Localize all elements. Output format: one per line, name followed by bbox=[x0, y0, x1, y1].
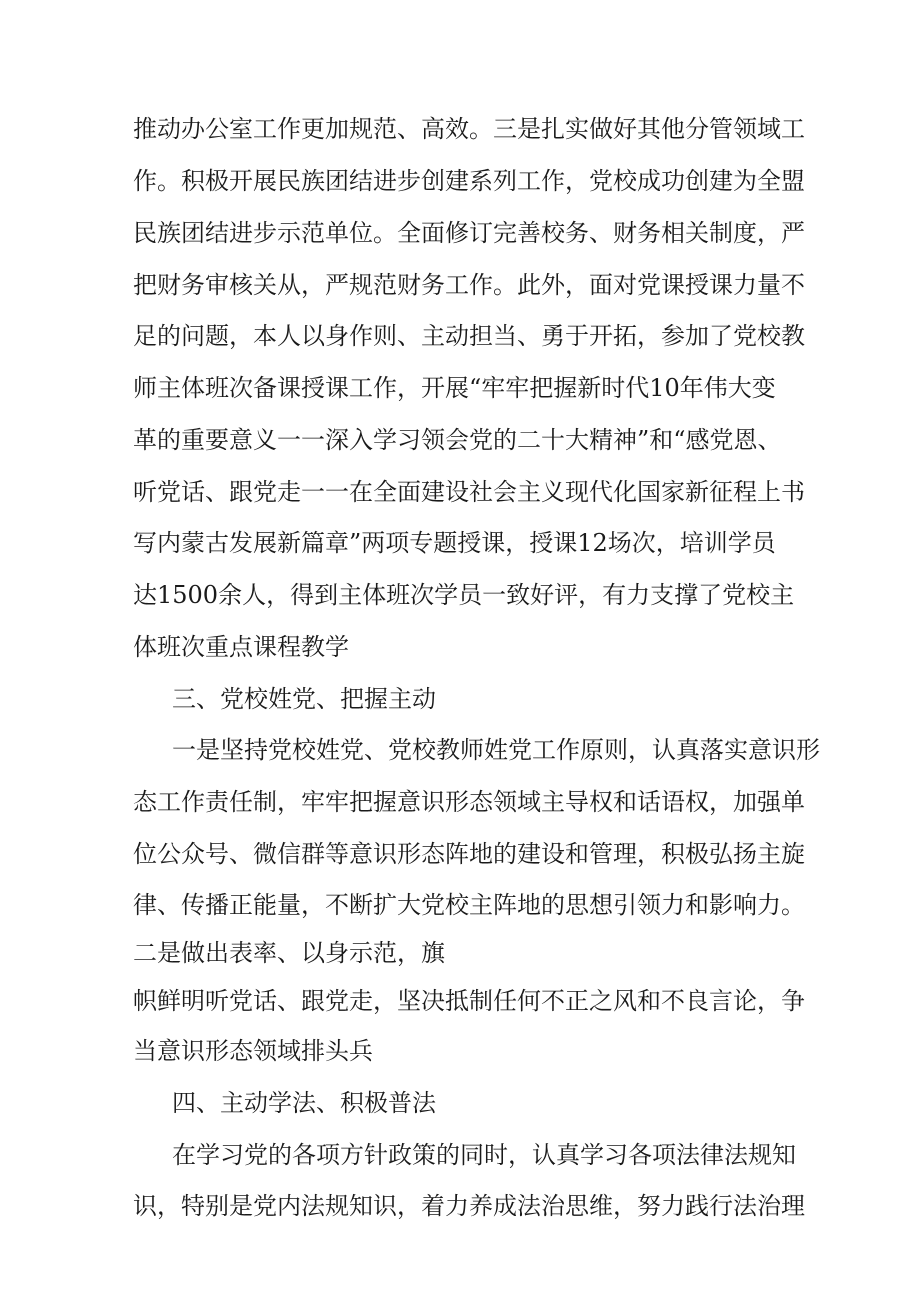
text-line: 律、传播正能量，不断扩大党校主阵地的思想引领力和影响力。 bbox=[133, 891, 805, 919]
text-line: 作。积极开展民族团结进步创建系列工作，党校成功创建为全盟 bbox=[133, 167, 805, 195]
text-line: 听党话、跟党走一一在全面建设社会主义现代化国家新征程上书 bbox=[133, 478, 805, 506]
text-line: 革的重要意义一一深入学习领会党的二十大精神”和“感党恩、 bbox=[133, 426, 782, 454]
text-line: 写内蒙古发展新篇章”两项专题授课，授课12场次，培训学员 bbox=[133, 529, 776, 557]
text-line: 识，特别是党内法规知识，着力养成法治思维，努力践行法治理 bbox=[133, 1192, 805, 1220]
text-line: 民族团结进步示范单位。全面修订完善校务、财务相关制度，严 bbox=[133, 219, 805, 247]
text-line: 把财务审核关从，严规范财务工作。此外，面对党课授课力量不 bbox=[133, 271, 805, 299]
text-line: 态工作责任制，牢牢把握意识形态领域主导权和话语权，加强单 bbox=[133, 788, 805, 816]
section-heading: 三、党校姓党、把握主动 bbox=[172, 685, 436, 713]
section-heading: 四、主动学法、积极普法 bbox=[172, 1089, 436, 1117]
text-line: 帜鲜明听党话、跟党走，坚决抵制任何不正之风和不良言论，争 bbox=[133, 987, 805, 1015]
text-line: 足的问题，本人以身作则、主动担当、勇于开拓，参加了党校教 bbox=[133, 322, 805, 350]
text-line: 师主体班次备课授课工作，开展“牢牢把握新时代10年伟大变 bbox=[133, 374, 776, 402]
text-line: 达1500余人，得到主体班次学员一致好评，有力支撑了党校主 bbox=[133, 581, 795, 609]
text-line: 体班次重点课程教学 bbox=[133, 633, 349, 661]
text-line: 推动办公室工作更加规范、高效。三是扎实做好其他分管领域工 bbox=[133, 115, 805, 143]
text-line: 二是做出表率、以身示范，旗 bbox=[133, 939, 445, 967]
text-line: 一是坚持党校姓党、党校教师姓党工作原则，认真落实意识形 bbox=[172, 736, 820, 764]
text-line: 当意识形态领域排头兵 bbox=[133, 1037, 373, 1065]
text-line: 在学习党的各项方针政策的同时，认真学习各项法律法规知 bbox=[172, 1141, 796, 1169]
text-line: 位公众号、微信群等意识形态阵地的建设和管理，积极弘扬主旋 bbox=[133, 840, 805, 868]
